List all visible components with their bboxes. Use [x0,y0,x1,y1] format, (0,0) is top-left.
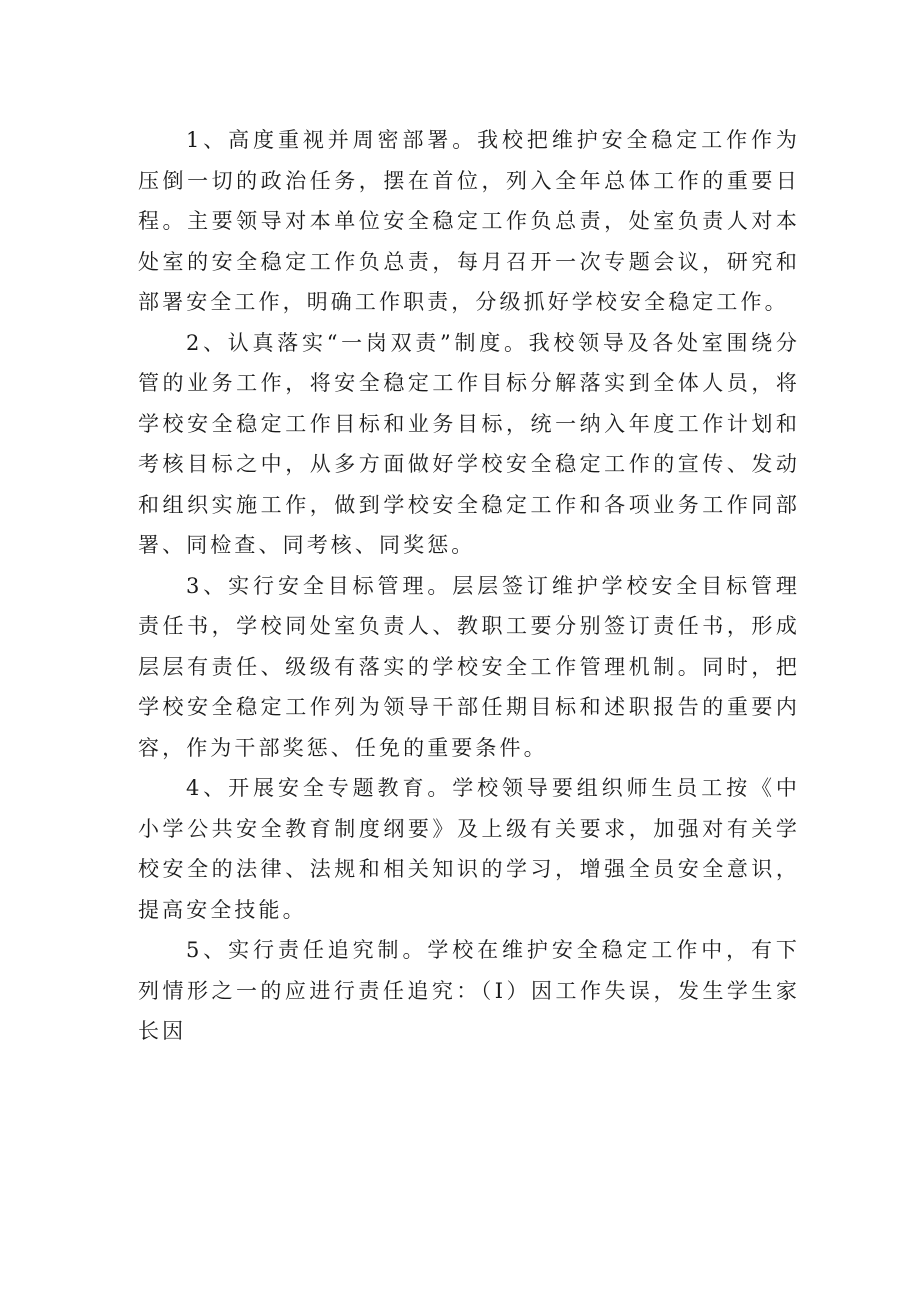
paragraph-1: 1、高度重视并周密部署。我校把维护安全稳定工作作为压倒一切的政治任务，摆在首位，列入全年总体工作的重要日程。主要领导对本单位安全稳定工作负总责，处室负责人对本处室的安全稳定工作负总责，每月召开一次专题会议，研究和部署安全工作，明确工作职责，分级抓好学校安全稳定工作。 [138,128,800,314]
paragraph-3: 3、实行安全目标管理。层层签订维护学校安全目标管理责任书，学校同处室负责人、教职工要分别签订责任书，形成层层有责任、级级有落实的学校安全工作管理机制。同时，把学校安全稳定工作列为领导干部任期目标和述职报告的重要内容，作为干部奖惩、任免的重要条件。 [138,573,800,760]
paragraph-4: 4、开展安全专题教育。学校领导要组织师生员工按《中小学公共安全教育制度纲要》及上级有关要求，加强对有关学校安全的法律、法规和相关知识的学习，增强全员安全意识，提高安全技能。 [138,776,800,922]
document-body [138,120,800,1052]
paragraph-5: 5、实行责任追究制。学校在维护安全稳定工作中，有下列情形之一的应进行责任追究：（I）因工作失误，发生学生家长因 [138,938,800,1043]
paragraph-2: 2、认真落实“一岗双责”制度。我校领导及各处室围绕分管的业务工作，将安全稳定工作目标分解落实到全体人员，将学校安全稳定工作目标和业务目标，统一纳入年度工作计划和考核目标之中，从多方面做好学校安全稳定工作的宣传、发动和组织实施工作，做到学校安全稳定工作和各项业务工作同部署、同检查、同考核、同奖惩。 [138,330,800,557]
